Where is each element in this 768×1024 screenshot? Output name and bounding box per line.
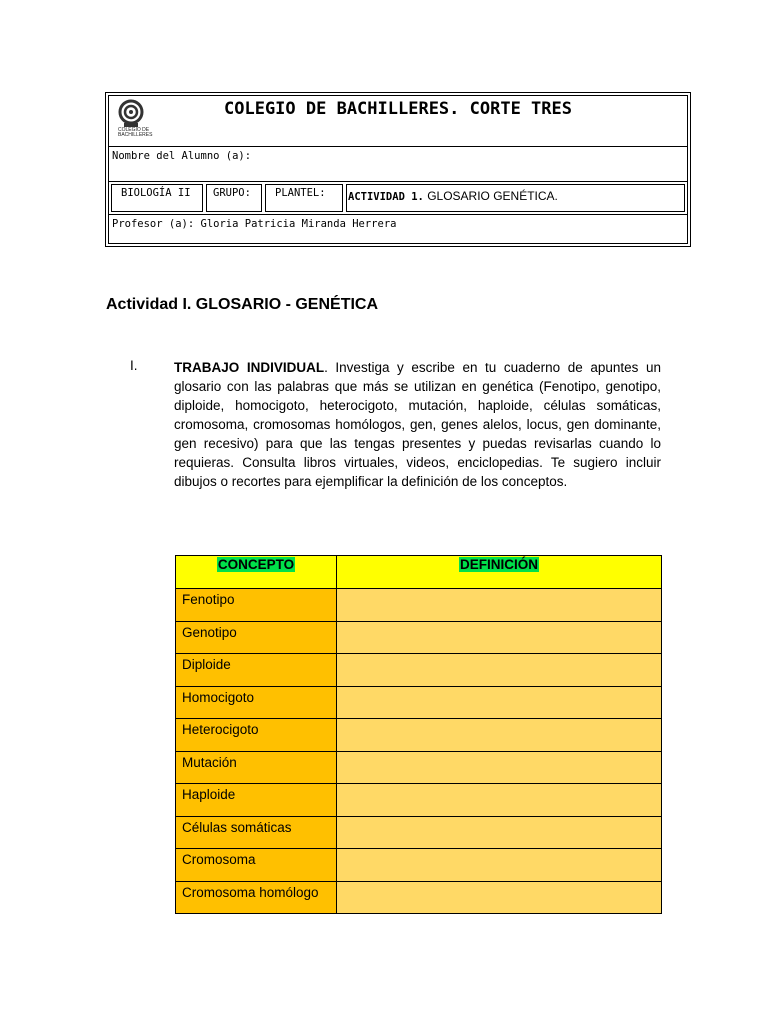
table-row xyxy=(176,816,662,849)
header-title-row xyxy=(109,96,687,147)
table-row xyxy=(176,751,662,784)
glossary-header-row xyxy=(176,556,662,589)
table-row xyxy=(176,849,662,882)
glossary-table xyxy=(175,555,662,914)
definition-cell[interactable] xyxy=(337,881,662,914)
header-box xyxy=(105,92,691,247)
logo-caption-line2: BACHILLERES xyxy=(118,132,153,138)
activity-title: GLOSARIO GENÉTICA. xyxy=(423,189,558,203)
definition-cell[interactable] xyxy=(337,686,662,719)
definition-cell[interactable] xyxy=(337,621,662,654)
concept-column-header xyxy=(176,556,337,589)
definition-header-label: DEFINICIÓN xyxy=(459,557,538,572)
page-title: COLEGIO DE BACHILLERES. CORTE TRES xyxy=(224,99,572,119)
concept-cell: Fenotipo xyxy=(176,589,337,622)
section-numeral: I. xyxy=(130,358,138,373)
definition-cell[interactable] xyxy=(337,719,662,752)
concept-cell: Homocigoto xyxy=(176,686,337,719)
course-row xyxy=(109,182,687,215)
concept-cell: Diploide xyxy=(176,654,337,687)
student-name-label: Nombre del Alumno (a): xyxy=(112,150,252,162)
instructions-paragraph xyxy=(174,358,661,491)
logo-caption-line1: COLEGIO DE xyxy=(118,127,150,133)
activity-heading: Actividad I. GLOSARIO - GENÉTICA xyxy=(106,296,379,313)
activity-number: ACTIVIDAD 1. xyxy=(348,191,424,203)
definition-cell[interactable] xyxy=(337,816,662,849)
teacher-row xyxy=(109,215,687,245)
table-row xyxy=(176,784,662,817)
concept-cell: Mutación xyxy=(176,751,337,784)
concept-cell: Genotipo xyxy=(176,621,337,654)
teacher-label: Profesor (a): Gloria Patricia Miranda Herrera xyxy=(112,218,397,230)
student-row xyxy=(109,147,687,182)
concept-cell: Heterocigoto xyxy=(176,719,337,752)
table-row xyxy=(176,881,662,914)
table-row xyxy=(176,621,662,654)
campus-cell: PLANTEL: xyxy=(265,184,343,212)
definition-cell[interactable] xyxy=(337,849,662,882)
definition-column-header xyxy=(337,556,662,589)
logo-caption xyxy=(118,128,152,138)
concept-cell: Cromosoma homólogo xyxy=(176,881,337,914)
instructions-lead: TRABAJO INDIVIDUAL xyxy=(174,360,325,375)
activity-cell xyxy=(346,184,685,212)
header-frame xyxy=(108,95,688,244)
definition-cell[interactable] xyxy=(337,751,662,784)
subject-cell: BIOLOGÍA II xyxy=(111,184,203,212)
definition-cell[interactable] xyxy=(337,589,662,622)
table-row xyxy=(176,654,662,687)
definition-cell[interactable] xyxy=(337,654,662,687)
table-row xyxy=(176,719,662,752)
concept-header-label: CONCEPTO xyxy=(217,557,295,572)
concept-cell: Haploide xyxy=(176,784,337,817)
group-cell: GRUPO: xyxy=(206,184,262,212)
concept-cell: Células somáticas xyxy=(176,816,337,849)
definition-cell[interactable] xyxy=(337,784,662,817)
concept-cell: Cromosoma xyxy=(176,849,337,882)
table-row xyxy=(176,589,662,622)
table-row xyxy=(176,686,662,719)
instructions-body: . Investiga y escribe en tu cuaderno de apuntes un glosario con las palabras que más se utilizan en genética (Fenotipo, genotipo, diploide, homocigoto, heterocigoto, mutación, haploide, células somáticas, cromosoma, cromosomas homólogos, gen, genes alelos, locus, gen dominante, gen recesivo) para que las tengas presentes y puedas revisarlas cuando lo requieras. Consulta libros virtuales, videos, enciclopedias. Te sugiero incluir dibujos o recortes para ejemplificar la definición de los conceptos. xyxy=(174,360,661,489)
